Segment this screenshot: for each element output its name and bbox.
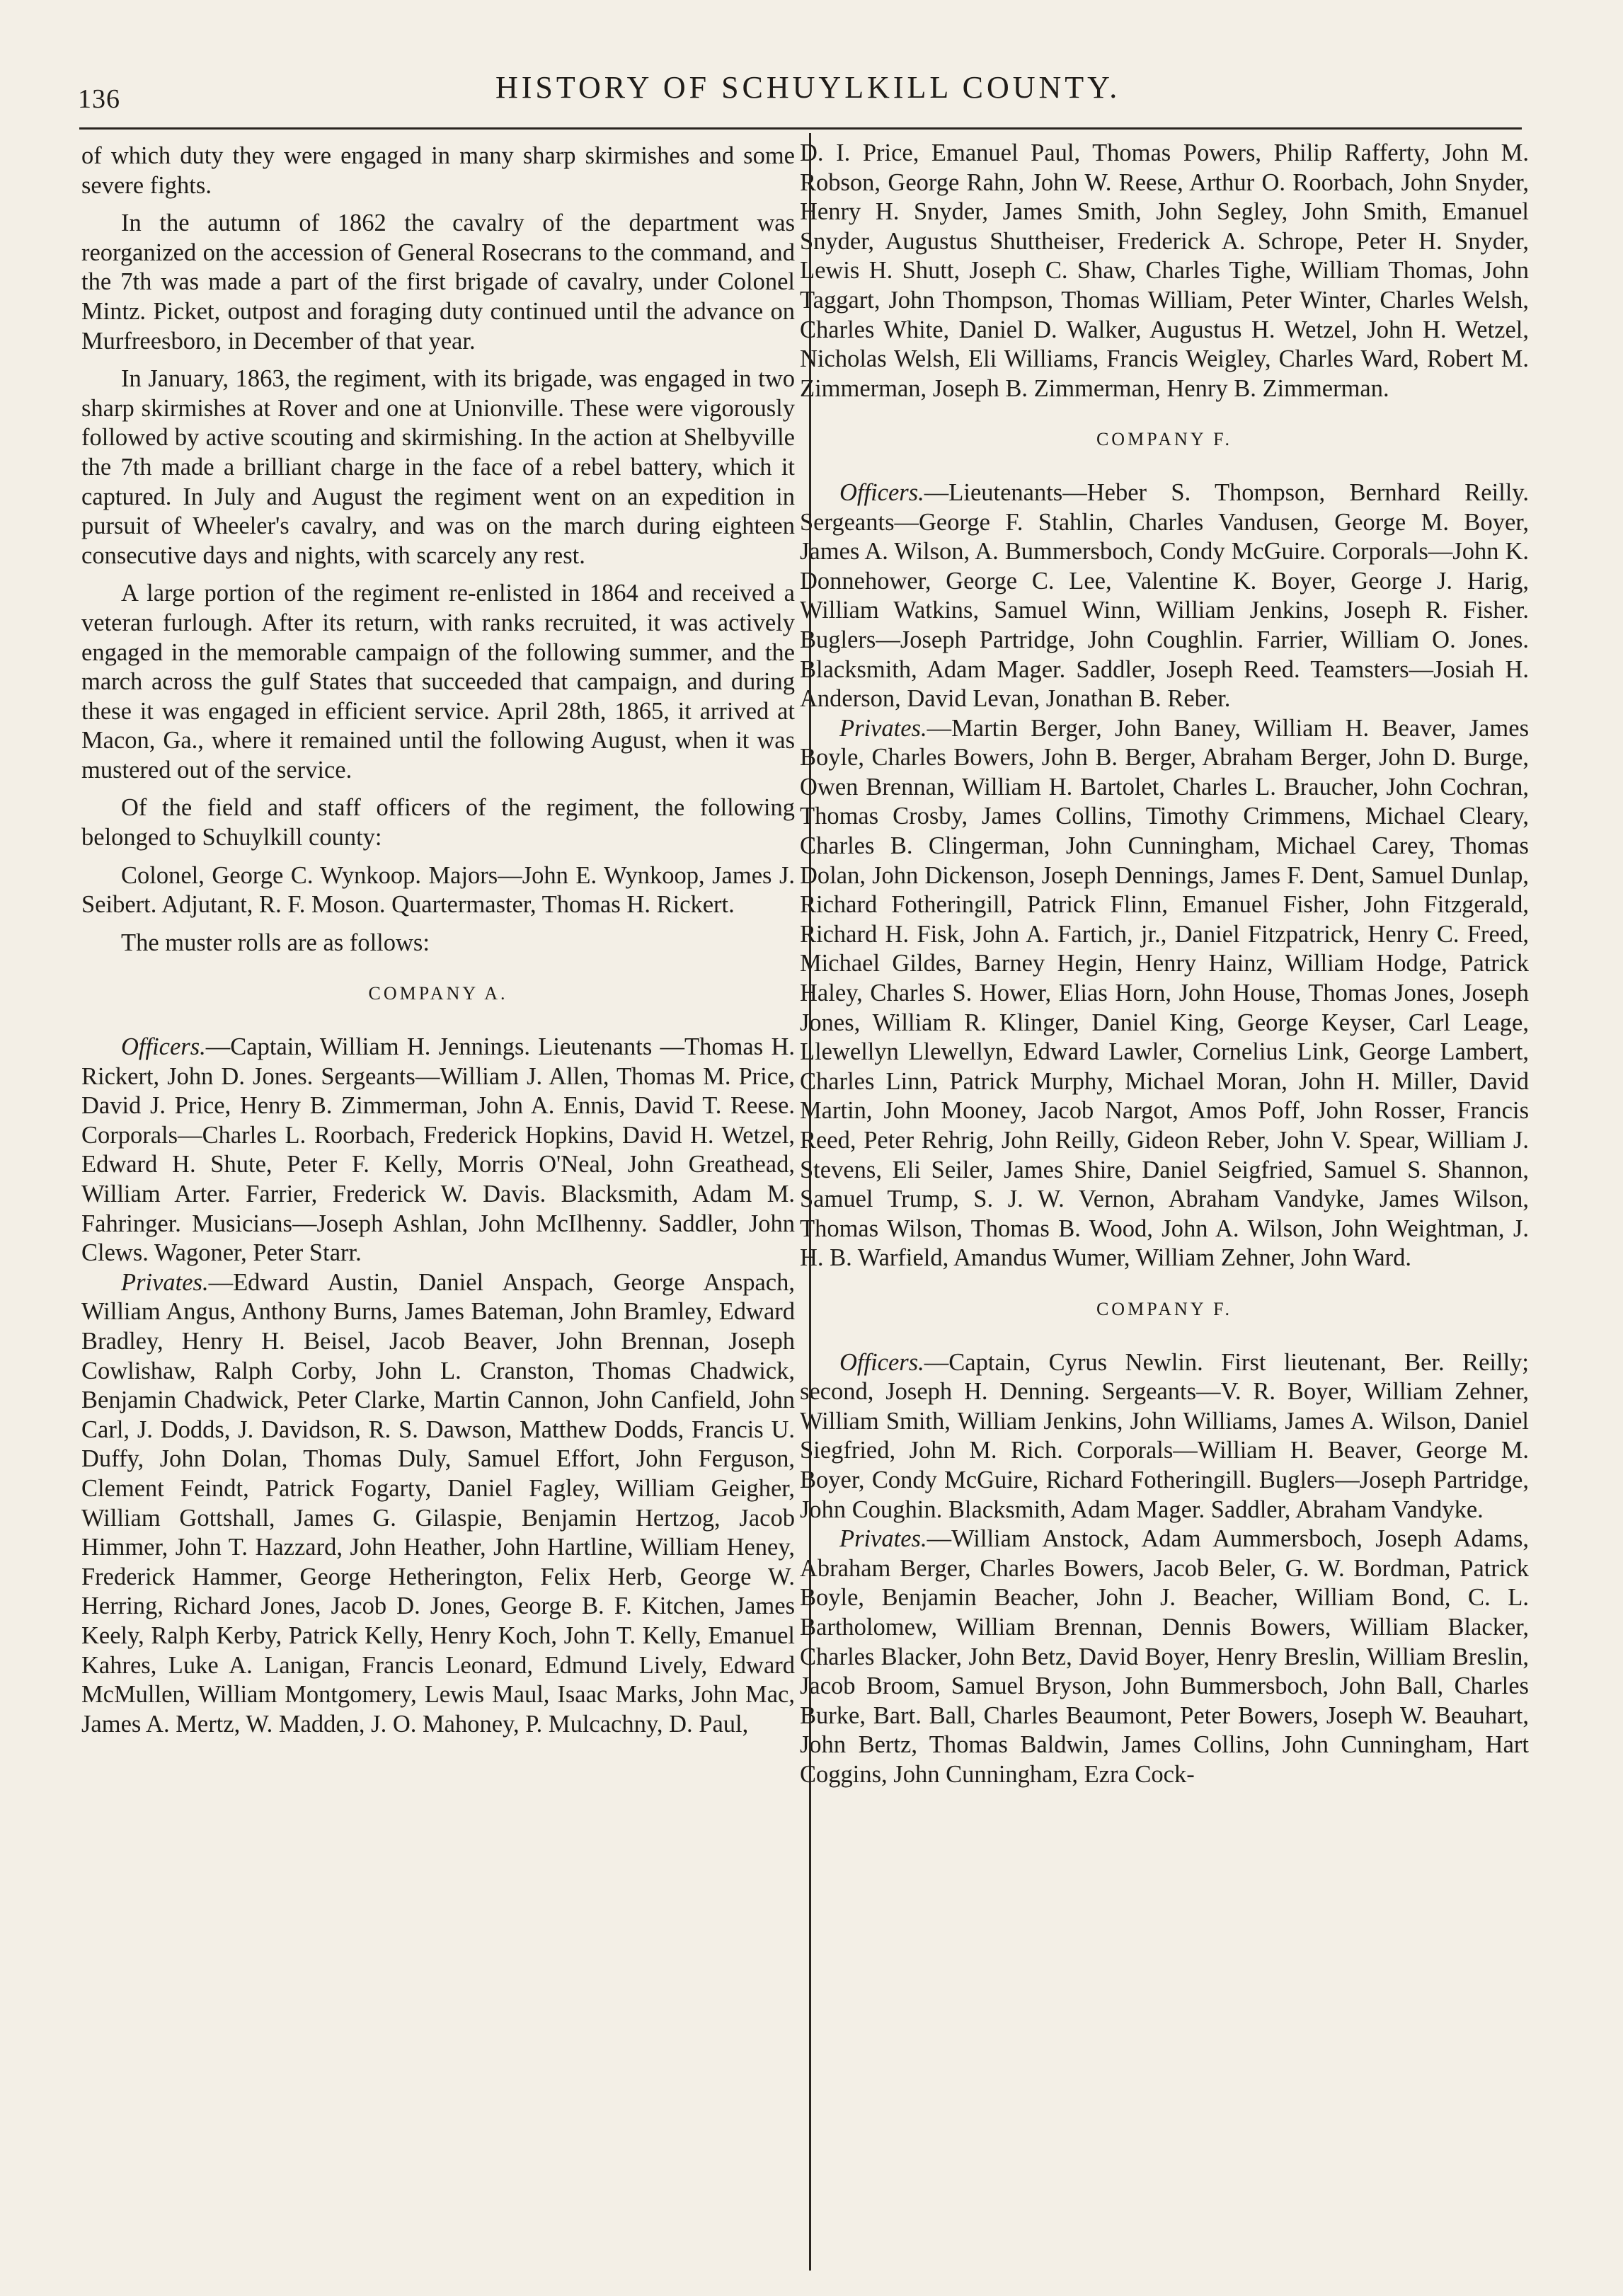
company-heading: COMPANY A. [368, 983, 508, 1004]
company-heading: COMPANY F. [1096, 1298, 1233, 1319]
paragraph: Colonel, George C. Wynkoop. Majors—John E. Wynkoop, James J. Seibert. Adjutant, R. F. Moson. Quartermaster, Thomas H. Rickert. [81, 861, 795, 919]
privates-paragraph [800, 1525, 1529, 1789]
paragraph: A large portion of the regiment re-enlisted in 1864 and received a veteran furlough. After its return, with ranks recruited, it was actively engaged in the memorable campaign of the following summer, and the march across the gulf States that succeeded that campaign, and during these it was engaged in efficient service. April 28th, 1865, it arrived at Macon, Ga., where it remained until the following August, when it was mustered out of the service. [81, 580, 795, 783]
left-column [81, 142, 795, 1747]
paragraph: of which duty they were engaged in many sharp skirmishes and some severe fights. [81, 142, 795, 199]
officers-text: —Lieutenants—Heber S. Thompson, Bernhard Reilly. Sergeants—George F. Stahlin, Charles Vandusen, George M. Boyer, James A. Wilson, A. Bummersboch, Condy McGuire. Corporals—John K. Donnehower, George C. Lee, Valentine K. Boyer, George J. Harig, William Watkins, Samuel Winn, William Jenkins, Joseph R. Fisher. Buglers—Joseph Partridge, John Coughlin. Farrier, William O. Jones. Blacksmith, Adam Mager. Saddler, Joseph Reed. Teamsters—Josiah H. Anderson, David Levan, Jonathan B. Reber. [800, 478, 1529, 713]
right-column [800, 139, 1529, 1798]
officers-label: Officers. [839, 478, 924, 506]
privates-text: —Edward Austin, Daniel Anspach, George Anspach, William Angus, Anthony Burns, James Bateman, John Bramley, Edward Bradley, Henry H. Beisel, Jacob Beaver, John Brennan, Joseph Cowlishaw, Ralph Corby, John L. Cranston, Thomas Chadwick, Benjamin Chadwick, Peter Clarke, Martin Cannon, John Canfield, John Carl, J. Dodds, J. Davidson, R. S. Dawson, Matthew Dodds, Francis U. Duffy, John Dolan, Thomas Duly, Samuel Effort, John Ferguson, Clement Feindt, Patrick Fogarty, Daniel Fagley, William Geigher, William Gottshall, James G. Gilaspie, Benjamin Hertzog, Jacob Himmer, John T. Hazzard, John Heather, John Hartline, William Heney, Frederick Hammer, George Hetherington, Felix Herb, George W. Herring, Richard Jones, Jacob D. Jones, George B. F. Kitchen, James Keely, Ralph Kerby, Patrick Kelly, Henry Koch, John T. Kelly, Emanuel Kahres, Luke A. Lanigan, Francis Leonard, Edmund Lively, Edward McMullen, William Montgomery, Lewis Maul, Isaac Marks, John Mac, James A. Mertz, W. Madden, J. O. Mahoney, P. Mulcachny, D. Paul, [81, 1268, 795, 1738]
privates-paragraph [81, 1268, 795, 1740]
privates-label: Privates. [121, 1268, 209, 1296]
officers-label: Officers. [839, 1348, 924, 1376]
paragraph: The muster rolls are as follows: [121, 929, 430, 956]
paragraph: In January, 1863, the regiment, with its brigade, was engaged in two sharp skirmishes at Rover and one at Unionville. These were vigorously followed by active scouting and skirmishing. In the action at Shelbyville the 7th made a brilliant charge in the face of a rebel battery, which it captured. In July and August the regiment went on an expedition in pursuit of Wheeler's cavalry, and was on the march during eighteen consecutive days and nights, with scarcely any rest. [81, 365, 795, 569]
officers-text: —Captain, Cyrus Newlin. First lieutenant, Ber. Reilly; second, Joseph H. Denning. Sergeants—V. R. Boyer, William Zehner, William Smith, William Jenkins, John Williams, James A. Wilson, Daniel Siegfried, John M. Rich. Corporals—William H. Beaver, George M. Boyer, Condy McGuire, Richard Fotheringill. Buglers—Joseph Partridge, John Coughin. Blacksmith, Adam Mager. Saddler, Abraham Vandyke. [800, 1348, 1529, 1523]
officers-paragraph [800, 1348, 1529, 1525]
officers-text: —Captain, William H. Jennings. Lieutenants —Thomas H. Rickert, John D. Jones. Sergeants—William J. Allen, Thomas M. Price, David J. Price, Henry B. Zimmerman, John A. Ennis, David T. Reese. Corporals—Charles L. Roorbach, Frederick Hopkins, David H. Wetzel, Edward H. Shute, Peter F. Kelly, Morris O'Neal, John Greathead, William Arter. Farrier, Frederick W. Davis. Blacksmith, Adam M. Fahringer. Musicians—Joseph Ashlan, John McIlhenny. Saddler, John Clews. Wagoner, Peter Starr. [81, 1033, 795, 1267]
privates-text: —William Anstock, Adam Aummersboch, Joseph Adams, Abraham Berger, Charles Bowers, Jacob Beler, G. W. Bordman, Patrick Boyle, Benjamin Beacher, John J. Beacher, William Bond, C. L. Bartholomew, William Brennan, Dennis Bowers, William Blacker, Charles Blacker, John Betz, David Boyer, Henry Breslin, William Breslin, Jacob Broom, Samuel Bryson, John Bummersboch, John Ball, Charles Burke, Bart. Ball, Charles Beaumont, Peter Bowers, Joseph W. Beauhart, John Bertz, Thomas Baldwin, James Collins, John Cunningham, Hart Coggins, John Cunningham, Ezra Cock- [800, 1525, 1529, 1788]
paragraph: Of the field and staff officers of the regiment, the following belonged to Schuylkill county: [81, 794, 795, 851]
running-head-title: HISTORY OF SCHUYLKILL COUNTY. [495, 70, 1121, 105]
officers-label: Officers. [121, 1033, 206, 1061]
officers-paragraph [81, 1033, 795, 1268]
company-heading: COMPANY F. [1096, 429, 1233, 450]
privates-text: —Martin Berger, John Baney, William H. Beaver, James Boyle, Charles Bowers, John B. Berger, Abraham Berger, John D. Burge, Owen Brennan, William H. Bartolet, Charles L. Braucher, John Cochran, Thomas Crosby, James Collins, Timothy Crimmens, Michael Cleary, Charles B. Clingerman, John Cunningham, Michael Carey, Thomas Dolan, John Dickenson, Joseph Dennings, James F. Dent, Samuel Dunlap, Richard Fotheringill, Patrick Flinn, Emanuel Fisher, John Fitzgerald, Richard H. Fisk, John A. Fartich, jr., Daniel Fitzpatrick, Henry C. Freed, Michael Gildes, Barney Hegin, Henry Hainz, William Hodge, Patrick Haley, Charles S. Hower, Elias Horn, John House, Thomas Jones, Joseph Jones, William R. Klinger, Daniel King, George Keyser, Carl Leage, Llewellyn Llewellyn, Edward Lawler, Cornelius Link, George Lambert, Charles Linn, Patrick Murphy, Michael Moran, John H. Miller, David Martin, John Mooney, Jacob Nargot, Amos Poff, John Rosser, Francis Reed, Peter Rehrig, John Reilly, Gideon Reber, John V. Spear, William J. Stevens, Eli Seiler, James Shire, Daniel Seigfried, Samuel S. Shannon, Samuel Trump, S. J. W. Vernon, Abraham Vandyke, James Wilson, Thomas Wilson, Thomas B. Wood, John A. Wilson, John Weightman, J. H. B. Warfield, Amandus Wumer, William Zehner, John Ward. [800, 714, 1529, 1272]
paragraph: In the autumn of 1862 the cavalry of the department was reorganized on the accession of General Rosecrans to the command, and the 7th was made a part of the first brigade of cavalry, under Colonel Mintz. Picket, outpost and foraging duty continued until the advance on Murfreesboro, in December of that year. [81, 209, 795, 355]
header-rule [79, 127, 1522, 130]
privates-paragraph [800, 714, 1529, 1273]
paragraph: D. I. Price, Emanuel Paul, Thomas Powers, Philip Rafferty, John M. Robson, George Rahn, John W. Reese, Arthur O. Roorbach, John Snyder, Henry H. Snyder, James Smith, John Segley, John Smith, Emanuel Snyder, Augustus Shuttheiser, Frederick A. Schrope, Peter H. Snyder, Lewis H. Shutt, Joseph C. Shaw, Charles Tighe, William Thomas, John Taggart, John Thompson, Thomas William, Peter Winter, Charles Welsh, Charles White, Daniel D. Walker, Augustus H. Wetzel, John H. Wetzel, Nicholas Welsh, Eli Williams, Francis Weigley, Charles Ward, Robert M. Zimmerman, Joseph B. Zimmerman, Henry B. Zimmerman. [800, 139, 1529, 402]
page-number: 136 [78, 84, 120, 114]
privates-label: Privates. [839, 714, 927, 742]
privates-label: Privates. [839, 1525, 927, 1553]
officers-paragraph [800, 478, 1529, 714]
